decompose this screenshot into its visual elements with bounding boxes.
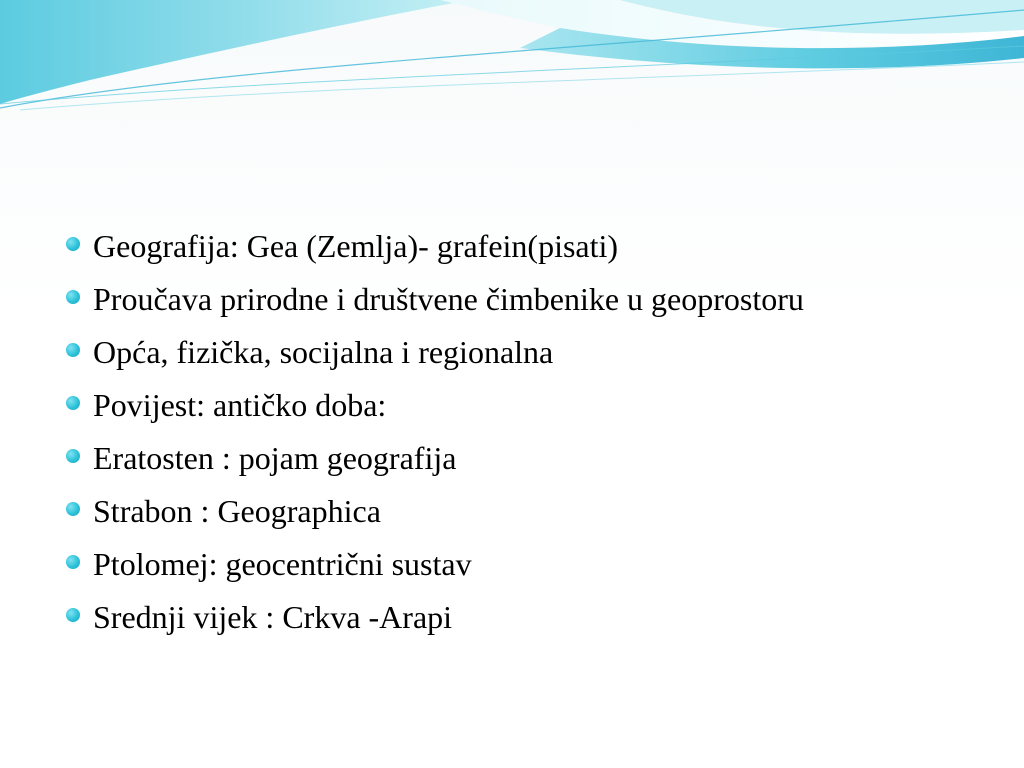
bullet-text: Geografija: Gea (Zemlja)- grafein(pisati) xyxy=(93,228,619,264)
bullet-item xyxy=(64,330,964,375)
bullet-dot-icon xyxy=(66,237,80,251)
bullet-item xyxy=(64,542,964,587)
bullet-list xyxy=(64,224,964,640)
bullet-text: Eratosten : pojam geografija xyxy=(93,440,457,476)
slide-content xyxy=(64,224,964,648)
bullet-dot-icon xyxy=(66,396,80,410)
bullet-dot-icon xyxy=(66,449,80,463)
bullet-item xyxy=(64,383,964,428)
bullet-item xyxy=(64,224,964,269)
bullet-text: Ptolomej: geocentrični sustav xyxy=(93,546,472,582)
bullet-item xyxy=(64,489,964,534)
bullet-text: Proučava prirodne i društvene čimbenike u geoprostoru xyxy=(93,281,804,317)
bullet-item xyxy=(64,436,964,481)
bullet-text: Opća, fizička, socijalna i regionalna xyxy=(93,334,554,370)
bullet-item xyxy=(64,277,964,322)
bullet-dot-icon xyxy=(66,555,80,569)
bullet-text: Povijest: antičko doba: xyxy=(93,387,387,423)
bullet-dot-icon xyxy=(66,608,80,622)
bullet-item xyxy=(64,595,964,640)
bullet-dot-icon xyxy=(66,343,80,357)
bullet-text: Srednji vijek : Crkva -Arapi xyxy=(93,599,453,635)
bullet-dot-icon xyxy=(66,502,80,516)
header-wave-decoration xyxy=(0,0,1024,130)
bullet-dot-icon xyxy=(66,290,80,304)
bullet-text: Strabon : Geographica xyxy=(93,493,381,529)
